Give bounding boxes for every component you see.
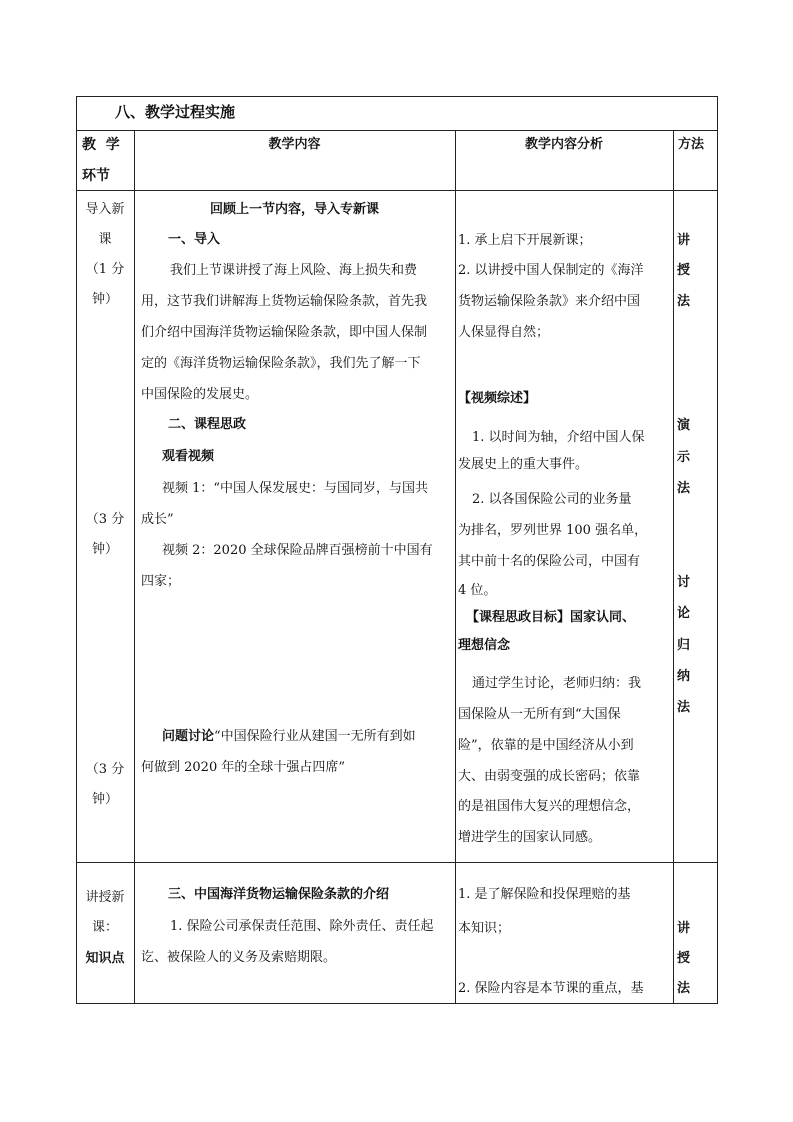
analysis-line: 2. 以各国保险公司的业务量 [472,492,632,507]
analysis-line: 货物运输保险条款》来介绍中国 [458,294,641,309]
method-char: 论 [677,606,691,621]
table-row-divider [76,862,718,863]
paragraph-line: 定的《海洋货物运输保险条款》，我们先了解一下 [141,356,421,371]
stage-text: 钟） [91,792,118,807]
col-divider [134,130,135,1004]
header-method: 方法 [678,137,705,152]
stage-text: 课： [91,920,118,935]
stage-text: 知识点 [85,951,125,966]
method-char: 讲 [677,921,691,936]
paragraph-line: 四家； [141,574,181,589]
stage-text: （1 分 [85,262,125,277]
method-char: 授 [677,263,691,278]
method-char: 归 [677,638,691,653]
analysis-line: 其中前十名的保险公司，中国有 [458,554,641,569]
stage-text: 钟） [91,542,118,557]
method-char: 法 [677,294,691,309]
paragraph-line: 们介绍中国海洋货物运输保险条款，即中国人保制 [141,325,428,340]
video-summary-heading: 【视频综述】 [458,391,537,406]
goal-heading: 理想信念 [458,638,511,653]
analysis-line: 1. 是了解保险和投保理赔的基 [458,887,631,902]
analysis-line: 国保险从一无所有到“大国保 [458,707,621,722]
section-heading: 一、导入 [168,232,221,247]
col-divider [455,130,456,1004]
analysis-line: 人保显得自然； [458,325,550,340]
intro-heading: 回顾上一节内容，导入专新课 [209,202,379,217]
method-char: 讨 [677,575,691,590]
analysis-line: 1. 承上启下开展新课； [458,233,592,248]
header-stage: 环节 [82,168,110,184]
method-char: 纳 [677,669,691,684]
analysis-line: 的是祖国伟大复兴的理想信念， [458,799,641,814]
discuss-label: 问题讨论 [162,729,215,744]
table-row-divider [76,130,718,131]
method-char: 法 [677,700,691,715]
paragraph-line: 成长” [141,512,174,527]
paragraph-line: 用，这节我们讲解海上货物运输保险条款，首先我 [141,294,428,309]
paragraph-line: 视频 2：2020 全球保险品牌百强榜前十中国有 [162,543,433,558]
method-char: 法 [677,981,691,996]
goal-heading: 【课程思政目标】国家认同、 [466,610,636,625]
table-border-top [76,96,718,97]
analysis-line: 2. 保险内容是本节课的重点，基 [458,981,644,996]
paragraph-line: 视频 1：“中国人保发展史：与国同岁，与国共 [162,481,429,496]
analysis-line: 4 位。 [458,583,497,598]
paragraph-line: 讫、被保险人的义务及索赔期限。 [141,950,337,965]
analysis-line: 发展史上的重大事件。 [458,457,589,472]
method-char: 授 [677,951,691,966]
stage-text: 导入新 [85,202,125,217]
header-analysis: 教学内容分析 [524,137,603,152]
analysis-line: 险”，依靠的是中国经济从小到 [458,738,634,753]
section-heading: 二、课程思政 [168,417,247,432]
table-row-divider [76,190,718,191]
stage-text: （3 分 [85,762,125,777]
paragraph-line: 中国保险的发展史。 [141,387,259,402]
method-char: 演 [677,418,691,433]
table-border-bottom [76,1003,718,1004]
stage-text: 课 [98,232,112,247]
paragraph-line [162,728,416,746]
stage-text: 讲授新 [85,890,125,905]
analysis-line: 2. 以讲授中国人保制定的《海洋 [458,263,644,278]
method-char: 示 [677,450,691,465]
method-char: 法 [677,481,691,496]
analysis-line: 本知识； [458,921,511,936]
discuss-text: “中国保险行业从建国一无所有到如 [214,729,416,744]
paragraph-line: 我们上节课讲授了海上风险、海上损失和费 [170,263,418,278]
analysis-line: 增进学生的国家认同感。 [458,830,602,845]
analysis-line: 大、由弱变强的成长密码；依靠 [458,769,641,784]
analysis-line: 1. 以时间为轴，介绍中国人保 [472,430,645,445]
subheading: 观看视频 [162,449,215,464]
table-border-right [717,96,718,1004]
section-heading: 三、中国海洋货物运输保险条款的介绍 [168,887,390,902]
header-content: 教学内容 [268,137,321,152]
header-stage: 教 学 [82,137,120,153]
analysis-line: 为排名，罗列世界 100 强名单， [458,523,648,538]
section-title: 八、教学过程实施 [115,103,236,121]
stage-text: （3 分 [85,512,125,527]
paragraph-line: 何做到 2020 年的全球十强占四席” [141,760,345,775]
stage-text: 钟） [91,292,118,307]
analysis-line: 通过学生讨论，老师归纳：我 [472,676,642,691]
method-char: 讲 [677,233,691,248]
paragraph-line: 1. 保险公司承保责任范围、除外责任、责任起 [170,919,434,934]
